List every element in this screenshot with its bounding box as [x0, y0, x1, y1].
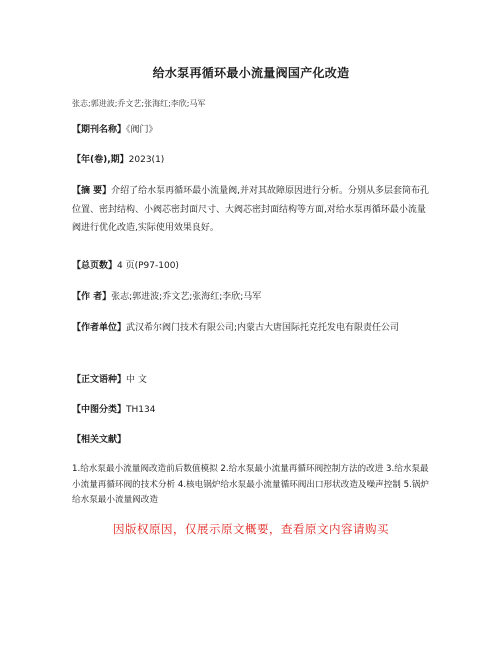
field-language [72, 372, 432, 388]
field-classification-value: TH134 [126, 405, 156, 415]
field-authors [72, 289, 432, 305]
field-classification [72, 402, 432, 418]
copyright-notice: 因版权原因，仅展示原文概要，查看原文内容请购买 [113, 522, 389, 536]
field-pages-label: 【总页数】 [72, 261, 118, 271]
field-language-value: 中 文 [126, 375, 147, 385]
field-related [72, 432, 432, 448]
related-references: 1.给水泵最小流量阀改造前后数值模拟 2.给水泵最小流量再循环阀控制方法的改进 3.给水泵最小流量再循环阀的技术分析 4.核电锅炉给水泵最小流量循环阀出口形状改造及噪声控制 5.锅炉给水泵最小流量阀改造 [72, 464, 430, 505]
field-journal [72, 122, 432, 138]
authors-line: 张志;郭进波;乔文艺;张海红;李欣;马军 [72, 99, 206, 108]
field-year-issue-label: 【年(卷),期】 [72, 155, 129, 165]
document-title: 给水泵再循环最小流量阀国产化改造 [152, 66, 350, 80]
field-language-label: 【正文语种】 [72, 375, 127, 385]
field-abstract-value: 介绍了给水泵再循环最小流量阀,并对其故障原因进行分析。分别从多层套筒布孔位置、密封结构、小阀芯密封面尺寸、大阀芯密封面结构等方面,对给水泵再循环最小流量阀进行优化改造,实际使用效果良好。 [72, 186, 430, 233]
field-classification-label: 【中图分类】 [72, 405, 127, 415]
field-pages [72, 258, 432, 274]
field-related-label: 【相关文献】 [72, 435, 127, 445]
field-abstract-label: 【摘 要】 [72, 186, 112, 196]
field-affiliation-label: 【作者单位】 [72, 323, 127, 333]
field-abstract [72, 182, 432, 238]
field-affiliation-value: 武汉希尔阀门技术有限公司;内蒙古大唐国际托克托发电有限责任公司 [126, 323, 400, 333]
field-pages-value: 4 页(P97-100) [117, 261, 179, 271]
field-year-issue [72, 152, 432, 168]
field-affiliation [72, 319, 432, 337]
field-year-issue-value: 2023(1) [128, 155, 165, 165]
field-authors-label: 【作 者】 [72, 292, 112, 302]
field-journal-value: 《阀门》 [126, 125, 158, 135]
field-journal-label: 【期刊名称】 [72, 125, 127, 135]
field-authors-value: 张志;郭进波;乔文艺;张海红;李欣;马军 [111, 292, 262, 302]
